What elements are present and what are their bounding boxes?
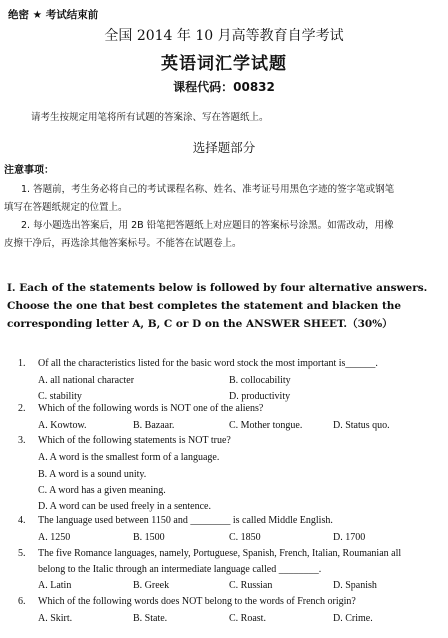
question-3-option-c: C. A word has a given meaning. (38, 485, 166, 496)
notes-heading: 注意事项： (4, 165, 54, 176)
section-instruction: I. Each of the statements below is followed by four alternative answers. Choose the one that best completes the statement and blacken the corresponding letter A, B, C or D on the ANSWER SHEET.（30%） (7, 282, 428, 330)
question-4-option-d: D. 1700 (333, 532, 366, 543)
note-2-line-1: 2. 每小题选出答案后，用 2B 铅笔把答题纸上对应题目的答案标号涂黑。如需改动，用橡 (21, 220, 394, 231)
question-6-option-b: B. State. (133, 613, 168, 624)
question-4-option-b: B. 1500 (133, 532, 165, 543)
question-2-option-d: D. Status quo. (333, 420, 390, 431)
question-2-number: 2. (18, 403, 26, 414)
question-3-option-a: A. A word is the smallest form of a language. (38, 452, 220, 463)
question-2-option-b: B. Bazaar. (133, 420, 175, 431)
question-5-option-d: D. Spanish (333, 580, 377, 591)
question-5-option-b: B. Greek (133, 580, 170, 591)
question-4-option-a: A. 1250 (38, 532, 71, 543)
question-5-number: 5. (18, 548, 26, 559)
note-1-line-1: 1. 答题前，考生务必将自己的考试课程名称、姓名、准考证号用黑色字迹的签字笔或钢笔 (21, 184, 395, 195)
question-3-stem: Which of the following statements is NOT true? (38, 435, 231, 446)
question-2-option-a: A. Kowtow. (38, 420, 87, 431)
question-1-option-b: B. collocability (229, 375, 291, 386)
question-5-option-c: C. Russian (229, 580, 273, 591)
question-5-stem: The five Romance languages, namely, Portuguese, Spanish, French, Italian, Roumanian all (38, 548, 402, 559)
question-2-option-c: C. Mother tongue. (229, 420, 303, 431)
question-4-number: 4. (18, 515, 26, 526)
question-6-option-c: C. Roast. (229, 613, 266, 624)
question-1-option-a: A. all national character (38, 375, 135, 386)
course-code: 课程代码：00832 (173, 80, 275, 94)
question-1-option-d: D. productivity (229, 391, 291, 402)
question-5-option-a: A. Latin (38, 580, 72, 591)
question-5-stem-continued: belong to the Italic through an intermediate language called ________. (38, 564, 322, 575)
question-3-number: 3. (18, 435, 26, 446)
confidential-mark: 绝密 ★ 考试结束前 (8, 9, 99, 21)
answer-instruction: 请考生按规定用笔将所有试题的答案涂、写在答题纸上。 (31, 112, 269, 123)
question-6-option-d: D. Crime. (333, 613, 373, 624)
question-6-option-a: A. Skirt. (38, 613, 73, 624)
question-2-stem: Which of the following words is NOT one of the aliens? (38, 403, 264, 414)
question-3-option-d: D. A word can be used freely in a sentence. (38, 501, 211, 512)
question-1-stem: Of all the characteristics listed for the basic word stock the most important is______. (38, 358, 378, 369)
question-1-number: 1. (18, 358, 26, 369)
subject-title: 英语词汇学试题 (161, 54, 287, 74)
note-2-line-2: 皮擦干净后，再选涂其他答案标号。不能答在试题卷上。 (4, 238, 242, 249)
question-4-stem: The language used between 1150 and ________ is called Middle English. (38, 515, 333, 526)
question-6-stem: Which of the following words does NOT belong to the words of French origin? (38, 596, 356, 607)
part-title: 选择题部分 (192, 140, 256, 155)
note-1-line-2: 填写在答题纸规定的位置上。 (4, 202, 128, 213)
question-6-number: 6. (18, 596, 26, 607)
exam-title: 全国 2014 年 10 月高等教育自学考试 (104, 28, 344, 44)
question-4-option-c: C. 1850 (229, 532, 261, 543)
question-1-option-c: C. stability (38, 391, 82, 402)
question-3-option-b: B. A word is a sound unity. (38, 469, 147, 480)
